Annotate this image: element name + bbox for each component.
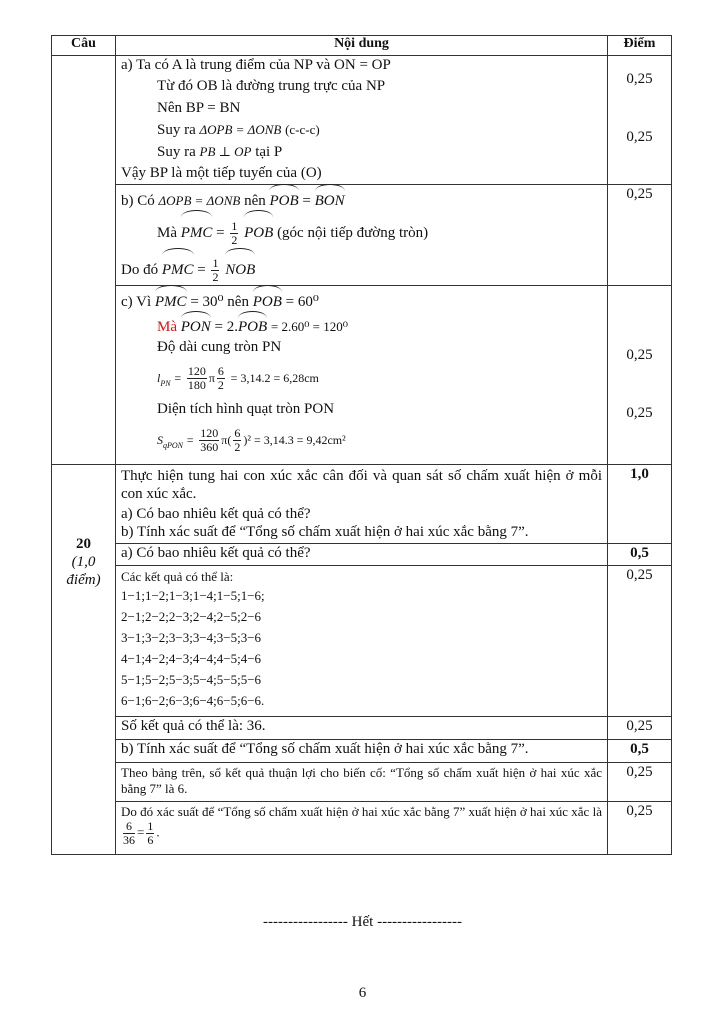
outcome-row: 3−1;3−2;3−3;3−4;3−5;3−6 <box>121 629 262 645</box>
q19b-line2: Mà PMC = $\frac{1}{2}$ POB (góc nội tiếp đường tròn) <box>121 211 602 249</box>
q20a-title: a) Có bao nhiêu kết quả có thể? <box>116 544 608 566</box>
q19-number-cell <box>52 56 116 465</box>
q19c-line3: Độ dài cung tròn PN <box>157 339 282 355</box>
q19a-score1: 0,25 <box>626 71 653 87</box>
q20-fav-row <box>52 763 672 802</box>
q19c-score2: 0,25 <box>626 405 653 421</box>
q20-intro-a: a) Có bao nhiêu kết quả có thể? <box>121 506 311 522</box>
q19a-line2: Từ đó OB là đường trung trực của NP <box>157 78 386 94</box>
q19b-score1: 0,25 <box>626 186 653 202</box>
q20-fav-score: 0,25 <box>608 763 672 802</box>
q20b-title-row <box>52 740 672 763</box>
q19a-content <box>116 56 608 185</box>
outcome-row: 1−1;1−2;1−3;1−4;1−5;1−6; <box>121 587 265 603</box>
q19a-line3: Nên BP = BN <box>157 100 241 116</box>
q19a-line1: a) Ta có A là trung điểm của NP và ON = OP <box>121 57 391 73</box>
q19a-line6: Vậy BP là một tiếp tuyến của (O) <box>121 165 322 181</box>
q20-intro-b: b) Tính xác suất để “Tổng số chấm xuất hiện ở hai xúc xắc bằng 7”. <box>121 524 529 540</box>
q20-number-cell <box>52 465 116 855</box>
q19c-arc-length: $l_{PN}$ = $\frac{120}{180}$ π $\frac{6}{2}$ = 3,14.2 = 6,28cm <box>157 364 319 393</box>
outcome-row: 4−1;4−2;4−3;4−4;4−5;4−6 <box>121 650 262 666</box>
q20-fav <box>116 763 608 802</box>
q20-intro-text: Thực hiện tung hai con xúc xắc cân đối và quan sát số chấm xuất hiện ở mỗi con xúc xắc. <box>121 468 602 502</box>
q19a-row <box>52 56 672 185</box>
end-marker: ----------------- Hết ----------------- <box>263 914 462 930</box>
q20-prob <box>116 802 608 855</box>
q19b-line3: Do đó PMC = $\frac{1}{2}$ NOB <box>121 249 602 285</box>
q20-outcomes-list <box>121 585 602 711</box>
q20-outcomes-row <box>52 566 672 717</box>
q20-count: Số kết quả có thể là: 36. <box>116 717 608 740</box>
q20b-title: b) Tính xác suất để “Tổng số chấm xuất hiện ở hai xúc xắc bằng 7”. <box>116 740 608 763</box>
header-diem: Điểm <box>608 36 672 56</box>
q20b-score: 0,5 <box>608 740 672 763</box>
q20-prob-row <box>52 802 672 855</box>
q20-count-score: 0,25 <box>608 717 672 740</box>
q20-count-row <box>52 717 672 740</box>
q20-intro <box>116 465 608 544</box>
q20-intro-row <box>52 465 672 544</box>
q19a-line5: Suy ra PB ⊥ OP tại P <box>157 144 283 160</box>
q19c-row <box>52 286 672 465</box>
q20-number: 20 <box>76 536 91 552</box>
q19a-score-cell <box>608 56 672 185</box>
q20-intro-score: 1,0 <box>608 465 672 544</box>
q20-points: (1,0 điểm) <box>66 554 101 588</box>
q19c-sector-area: $S_{qPON}$ = $\frac{120}{360}$ π( $\frac{6}{2}$ )² = 3,14.3 = 9,42cm² <box>157 426 346 455</box>
outcome-row: 5−1;5−2;5−3;5−4;5−5;5−6 <box>121 671 262 687</box>
q19c-score-cell <box>608 286 672 465</box>
q20-prob-score: 0,25 <box>608 802 672 855</box>
q19b-row <box>52 185 672 286</box>
q19a-score2: 0,25 <box>626 129 653 145</box>
header-row <box>52 36 672 56</box>
q20-prob-text: Do đó xác suất để “Tổng số chấm xuất hiện ở hai xúc xắc bằng 7” xuất hiện ở hai xúc xắc là $\frac{6}{36}$ = $\frac{1}{6}$ . <box>121 804 602 847</box>
outcome-row: 6−1;6−2;6−3;6−4;6−5;6−6. <box>121 692 265 708</box>
q20a-score: 0,5 <box>608 544 672 566</box>
header-noi-dung: Nội dung <box>116 36 608 56</box>
q19a-line4: Suy ra ΔOPB = ΔONB (c-c-c) <box>157 122 320 138</box>
q19b-content <box>116 185 608 286</box>
q19c-line1: c) Vì PMC = 30⁰ nên POB = 60⁰ <box>121 286 602 312</box>
q19c-line2: Mà PON = 2.POB = 2.60⁰ = 120⁰ <box>121 312 602 336</box>
q20-outcomes-score: 0,25 <box>608 566 672 717</box>
header-cau: Câu <box>52 36 116 56</box>
q20-fav-text: Theo bảng trên, số kết quả thuận lợi cho biến cố: “Tổng số chấm xuất hiện ở hai xúc xắc bằng 7” là 6. <box>121 765 602 796</box>
page-number: 6 <box>358 985 367 1001</box>
q19c-line5: Diện tích hình quạt tròn PON <box>157 401 335 417</box>
q20a-title-row <box>52 544 672 566</box>
q20-outcomes <box>116 566 608 717</box>
answer-table <box>51 35 672 855</box>
q19b-score-cell <box>608 185 672 286</box>
q19c-score1: 0,25 <box>626 347 653 363</box>
outcome-row: 2−1;2−2;2−3;2−4;2−5;2−6 <box>121 608 262 624</box>
q20-outcomes-title: Các kết quả có thể là: <box>121 569 234 584</box>
q19b-line1: b) Có ΔOPB = ΔONB nên POB = BON <box>121 185 602 211</box>
q19c-content <box>116 286 608 465</box>
